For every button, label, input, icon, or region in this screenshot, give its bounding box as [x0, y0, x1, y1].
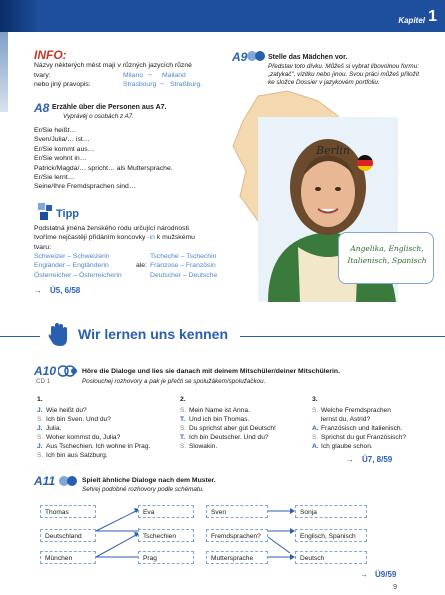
- dialog-line: Slowakin.: [189, 443, 218, 450]
- tipp-pairs-right: [150, 252, 217, 280]
- tipp-pair: Deutscher – Deutsche: [150, 271, 218, 279]
- dialog1-number: 1.: [37, 396, 43, 403]
- caption-text: [342, 243, 432, 267]
- section-rule-left: [0, 336, 40, 337]
- dialog-line: lernst du, Astrid?: [321, 416, 371, 423]
- a10-exercise-ref: Ü7, 8/59: [362, 455, 393, 464]
- tipp-pair: Engländer – Engländerin: [34, 262, 109, 270]
- a9-title: Stelle das Mädchen vor.: [268, 54, 348, 61]
- a8-line: Er/Sie wohnt in…: [34, 155, 87, 163]
- a8-line: Seine/Ihre Fremdsprachen sind…: [34, 183, 136, 191]
- tipp-pair: Franzose – Französin: [150, 262, 216, 270]
- speaker-label: S.: [37, 452, 44, 459]
- a8-title: Erzähle über die Personen aus A7.: [52, 104, 167, 111]
- a8-number: A8: [34, 101, 50, 115]
- a8-line: Er/Sie lernt…: [34, 174, 75, 182]
- dialog-line: Ich bin Deutscher. Und du?: [189, 434, 269, 441]
- tipp-exercise-ref: Ü5, 6/58: [50, 286, 81, 295]
- a9-text-line: Představ toto dívku. Můžeš si vybrat libovolnou formu:: [268, 63, 419, 70]
- section-title: Wir lernen uns kennen: [78, 326, 229, 342]
- dialog-line: Wie heißt du?: [46, 407, 87, 414]
- speaking-icon: [58, 474, 78, 486]
- a8-lines: [34, 126, 234, 192]
- speaker-label: S.: [180, 443, 187, 450]
- page-number: 9: [393, 584, 397, 591]
- tipp-pair: Tscheche – Tschechin: [150, 253, 217, 260]
- speaker-label: S.: [180, 407, 187, 414]
- info-line2-label: tvary:: [34, 72, 51, 79]
- tipp-text-line2-main: tvoříme nejčastěji přidáním koncovky: [34, 234, 148, 242]
- a10-number: A10: [34, 364, 57, 378]
- tipp-text-line2: [34, 233, 244, 242]
- a9-text-line: ke složce Dossier v jazykovém portfoliu.: [268, 79, 380, 86]
- scheme-word: Englisch, Spanisch: [295, 529, 367, 542]
- scheme-word: Tschechien: [138, 529, 194, 542]
- dialog-line: Ich bin aus Salzburg.: [46, 452, 108, 459]
- a11-exercise-ref: Ü9/59: [375, 570, 397, 579]
- tipp-icon: [38, 203, 56, 221]
- a8-line: Er/Sie heißt…: [34, 127, 77, 134]
- a9-text: [268, 63, 438, 87]
- tipp-aber: ale:: [136, 262, 147, 269]
- caption-line1: Angelika, Englisch,: [350, 244, 424, 253]
- dialog-line: Julia.: [46, 425, 62, 432]
- dialog-line: Du sprichst aber gut Deutsch!: [189, 425, 276, 432]
- a9-number: A9: [232, 50, 248, 64]
- speaker-label: A.: [312, 425, 319, 432]
- a11-subtitle: Sehrej podobné rozhovory podle schématu.: [82, 486, 204, 493]
- speaker-label: S.: [312, 434, 319, 441]
- speaker-label: J.: [37, 407, 43, 414]
- speaker-label: A.: [312, 443, 319, 450]
- tipp-text-line1: Podstatná jména ženského rodu určující národnosti: [34, 225, 189, 232]
- dialog-line: Ich glaube schon.: [321, 443, 373, 450]
- scheme-word: Sonja: [295, 505, 367, 518]
- arrow-right-icon: →: [158, 80, 165, 87]
- scheme-word: Thomas: [40, 505, 96, 518]
- cd-track: CD 1: [36, 378, 51, 385]
- tipp-text-line2-end: k mužskému: [154, 234, 195, 242]
- speaker-label: S.: [312, 407, 319, 414]
- tipp-suffix: -in: [147, 234, 155, 242]
- a11-number: A11: [34, 474, 56, 488]
- speaker-label: J.: [37, 425, 43, 432]
- hand-icon: [46, 322, 72, 348]
- info-line3-label: nebo jiný pravopis:: [34, 81, 91, 88]
- speaker-label: S.: [37, 416, 44, 423]
- scheme-word: Eva: [138, 505, 194, 518]
- scheme-word: Deutsch: [295, 551, 367, 564]
- scheme-word: Deutschland: [40, 529, 96, 542]
- dialog-line: Und ich bin Thomas.: [189, 416, 250, 423]
- speaker-label: J.: [37, 443, 43, 450]
- berlin-label: Berlin: [316, 144, 350, 157]
- caption-line2: Italienisch, Spanisch: [347, 256, 427, 265]
- info-line2-to: Mailand: [162, 72, 186, 79]
- a8-line: Er/Sie kommt aus…: [34, 145, 95, 153]
- dialog2-number: 2.: [180, 396, 186, 403]
- scheme-word: Sven: [206, 505, 268, 518]
- kapitel-number: 1: [428, 8, 437, 25]
- arrow-right-icon: →: [360, 570, 368, 579]
- dialog-line: Aus Tschechien. Ich wohne in Prag.: [46, 443, 151, 450]
- speaker-label: T.: [180, 416, 186, 423]
- a9-text-line: „zatykač", vizitku nebo jinou. Svou práci můžeš přiložit: [268, 71, 419, 78]
- arrow-right-icon: →: [34, 286, 42, 295]
- info-title: INFO:: [34, 48, 67, 62]
- dialog-line: Französisch und Italienisch.: [321, 425, 403, 432]
- tipp-pair: Österreicher – Österreicherin: [34, 271, 122, 279]
- a8-line: Patrick/Magda/… spricht… als Muttersprache.: [34, 164, 173, 172]
- dialog-line: Welche Fremdsprachen: [321, 407, 391, 414]
- dialog-line: Ich bin Sven. Und du?: [46, 416, 111, 423]
- info-line3-from: Strasbourg: [123, 81, 157, 88]
- a8-subtitle: Vyprávěj o osobách z A7.: [63, 113, 135, 120]
- a8-line: Sven/Julia/… ist…: [34, 136, 90, 144]
- section-rule-right: [240, 336, 445, 337]
- dialog-line: Sprichst du gut Französisch?: [321, 434, 407, 441]
- a10-title: Höre die Dialoge und lies sie danach mit deinem Mitschüler/deiner Mitschülerin.: [82, 368, 340, 375]
- dialog3-number: 3.: [312, 396, 318, 403]
- chapter-header-bar: [0, 0, 445, 32]
- left-decor-strip: [0, 32, 8, 112]
- listening-icon: [58, 364, 78, 376]
- info-line1: Názvy některých měst mají v různých jazycích různé: [34, 62, 192, 69]
- arrow-right-icon: →: [146, 71, 153, 78]
- tipp-title: Tipp: [56, 208, 80, 220]
- speaking-icon: [246, 49, 266, 61]
- header-gradient: [0, 0, 40, 32]
- speaker-label: T.: [180, 434, 186, 441]
- a10-subtitle: Poslouchej rozhovory a pak je přečti se spolužákem/spolužačkou.: [82, 378, 266, 385]
- dialog-line: Woher kommst du, Julia?: [46, 434, 121, 441]
- dialog-line: Mein Name ist Anna.: [189, 407, 250, 414]
- scheme-word: Prag: [138, 551, 194, 564]
- tipp-text: [34, 224, 244, 252]
- scheme-word: Fremdsprachen?: [206, 529, 268, 542]
- info-line3-to: Straßburg.: [170, 81, 203, 88]
- tipp-pair: Schweizer – Schweizerin: [34, 253, 110, 260]
- speaker-label: S.: [180, 425, 187, 432]
- kapitel-label: Kapitel: [398, 16, 425, 25]
- scheme-word: Muttersprache: [206, 551, 268, 564]
- info-line2-from: Milano: [123, 72, 144, 79]
- tipp-text-line3: tvaru:: [34, 243, 51, 251]
- scheme-word: München: [40, 551, 96, 564]
- german-flag-icon: [356, 154, 374, 172]
- tipp-pairs-left: [34, 252, 122, 280]
- a11-title: Spielt ähnliche Dialoge nach dem Muster.: [82, 477, 216, 484]
- speaker-label: S.: [37, 434, 44, 441]
- arrow-right-icon: →: [346, 455, 354, 464]
